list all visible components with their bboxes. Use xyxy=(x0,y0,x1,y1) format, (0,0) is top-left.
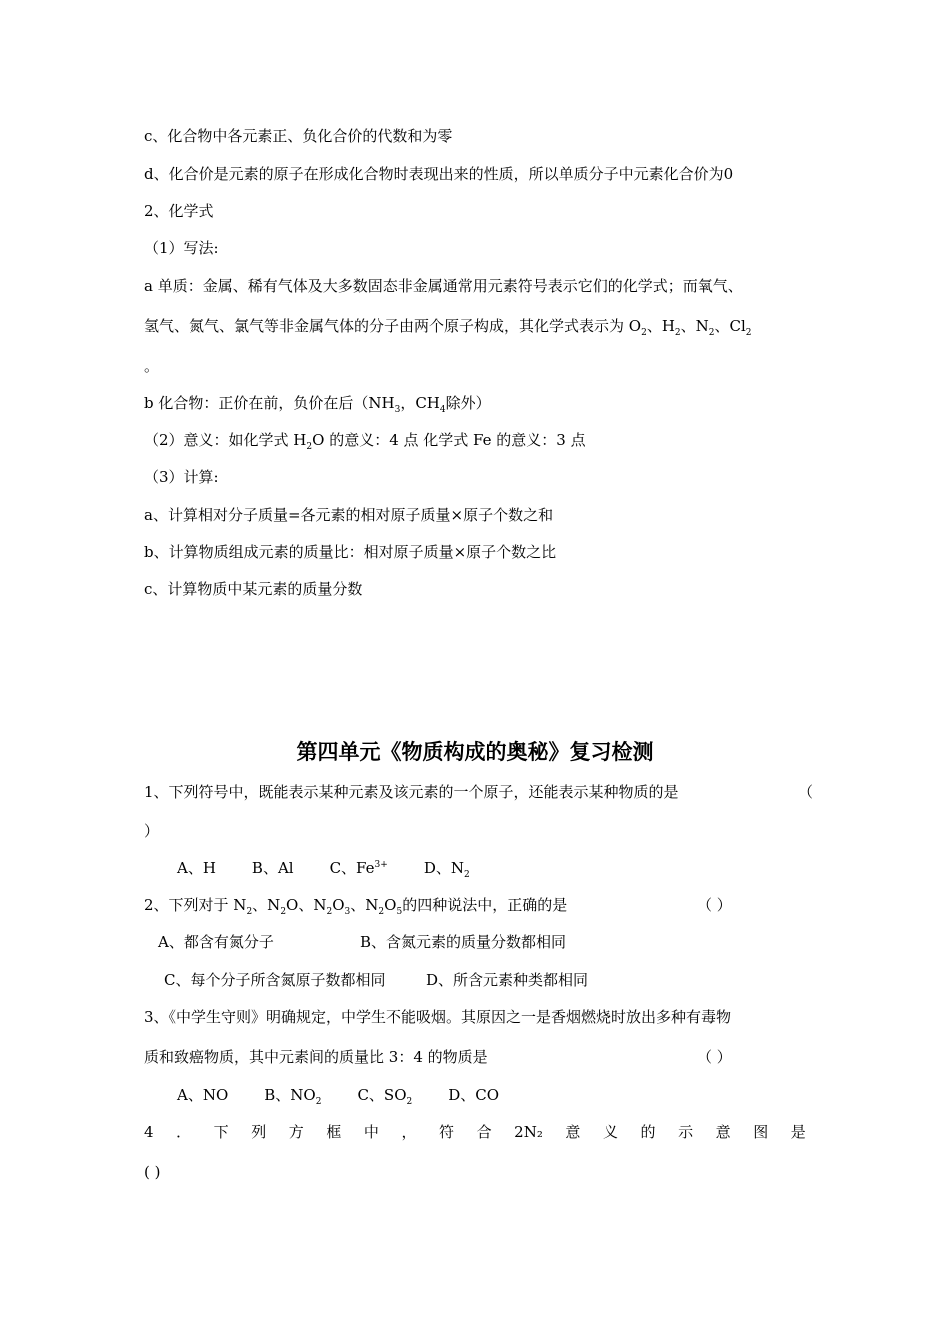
text-span: O 的意义：4 点 化学式 Fe 的意义：3 点 xyxy=(312,431,586,449)
stem-char: 符 xyxy=(439,1123,455,1141)
text-line: 。 xyxy=(144,357,160,375)
text-span: 、N xyxy=(252,896,281,914)
option-b: B、含氮元素的质量分数都相同 xyxy=(360,933,567,951)
question-2-stem xyxy=(144,895,567,915)
stem-char: 4 xyxy=(144,1123,154,1141)
subscript: 2 xyxy=(641,328,647,338)
option-d: D、CO xyxy=(448,1086,500,1104)
option-c: C、每个分子所含氮原子数都相同 xyxy=(164,971,386,989)
subscript: 2 xyxy=(708,328,715,338)
subscript: 2 xyxy=(280,907,287,917)
option-a: A、H xyxy=(177,859,216,877)
answer-paren: （ ） xyxy=(697,1048,732,1066)
stem-char: 合 xyxy=(476,1123,492,1141)
text-line: a 单质：金属、稀有气体及大多数固态非金属通常用元素符号表示它们的化学式；而氧气、 xyxy=(144,277,743,295)
text-line: b、计算物质组成元素的质量比：相对原子质量×原子个数之比 xyxy=(144,543,557,561)
option-b xyxy=(264,1085,321,1105)
question-4-stem xyxy=(144,1122,806,1142)
subscript: 2 xyxy=(315,1097,322,1107)
option-d xyxy=(424,858,470,878)
text-span: 2、下列对于 N xyxy=(144,896,247,914)
text-span: O、N xyxy=(286,896,327,914)
subscript: 2 xyxy=(246,907,253,917)
option-b-text: B、NO xyxy=(264,1086,316,1104)
subscript: 2 xyxy=(306,442,313,452)
option-c-text: C、SO xyxy=(357,1086,407,1104)
stem-char: 2N₂ xyxy=(514,1123,543,1141)
answer-paren-open: （ xyxy=(798,783,814,801)
stem-char: ． xyxy=(176,1123,192,1141)
text-span: 、Cl xyxy=(714,317,746,335)
stem-char: 示 xyxy=(678,1123,694,1141)
text-line: c、计算物质中某元素的质量分数 xyxy=(144,580,363,598)
subscript: 2 xyxy=(463,870,470,880)
stem-char: 中 xyxy=(363,1123,379,1141)
text-span: 、N xyxy=(680,317,709,335)
subscript: 2 xyxy=(406,1097,413,1107)
text-span: ，CH xyxy=(400,394,440,412)
text-span: b 化合物：正价在前，负价在后（NH xyxy=(144,394,395,412)
answer-paren: （ ） xyxy=(697,896,732,914)
text-line: （3）计算: xyxy=(144,468,219,486)
text-line: c、化合物中各元素正、负化合价的代数和为零 xyxy=(144,127,453,145)
subscript: 3 xyxy=(394,405,401,415)
option-c-text: C、Fe xyxy=(329,859,375,877)
stem-char: 意 xyxy=(565,1123,581,1141)
section-title: 第四单元《物质构成的奥秘》复习检测 xyxy=(296,740,654,764)
text-span: O xyxy=(384,896,397,914)
stem-char: 是 xyxy=(790,1123,806,1141)
question-3-stem-cont: 质和致癌物质，其中元素间的质量比 3：4 的物质是 xyxy=(144,1048,488,1066)
subscript: 5 xyxy=(396,907,403,917)
answer-paren: ( ) xyxy=(144,1163,161,1181)
text-line xyxy=(144,430,586,450)
question-1-stem: 1、下列符号中，既能表示某种元素及该元素的一个原子，还能表示某种物质的是 xyxy=(144,783,679,801)
text-line: （1）写法: xyxy=(144,239,219,257)
text-line: d、化合价是元素的原子在形成化合物时表现出来的性质，所以单质分子中元素化合价为0 xyxy=(144,165,734,183)
option-a: A、NO xyxy=(177,1086,229,1104)
subscript: 2 xyxy=(378,907,385,917)
stem-char: 下 xyxy=(213,1123,229,1141)
subscript: 4 xyxy=(439,405,446,415)
text-span: 、N xyxy=(350,896,379,914)
question-1-options xyxy=(177,858,506,878)
stem-char: 意 xyxy=(715,1123,731,1141)
text-line xyxy=(144,316,752,336)
option-c xyxy=(357,1085,412,1105)
subscript: 2 xyxy=(745,328,752,338)
stem-char: ， xyxy=(401,1123,417,1141)
stem-char: 图 xyxy=(753,1123,769,1141)
option-d: D、所含元素种类都相同 xyxy=(426,971,589,989)
option-d-text: D、N xyxy=(423,859,464,877)
text-span: 除外） xyxy=(445,394,491,412)
answer-paren-close: ） xyxy=(144,822,160,840)
question-3-stem: 3、《中学生守则》明确规定，中学生不能吸烟。其原因之一是香烟燃烧时放出多种有毒物 xyxy=(144,1008,732,1026)
stem-char: 方 xyxy=(288,1123,304,1141)
text-span: 、H xyxy=(646,317,675,335)
text-line: 2、化学式 xyxy=(144,202,214,220)
option-b: B、Al xyxy=(251,859,294,877)
stem-char: 列 xyxy=(251,1123,267,1141)
option-c xyxy=(330,858,388,878)
text-span: 氢气、氮气、氯气等非金属气体的分子由两个原子构成，其化学式表示为 O xyxy=(144,317,642,335)
stem-char: 框 xyxy=(326,1123,342,1141)
question-3-options xyxy=(177,1085,535,1105)
text-span: O xyxy=(332,896,345,914)
stem-char: 义 xyxy=(602,1123,618,1141)
subscript: 2 xyxy=(326,907,333,917)
subscript: 2 xyxy=(674,328,681,338)
text-line xyxy=(144,393,491,413)
text-span: 的四种说法中，正确的是 xyxy=(402,896,568,914)
subscript: 3 xyxy=(344,907,351,917)
stem-char: 的 xyxy=(640,1123,656,1141)
superscript: 3+ xyxy=(374,860,388,870)
option-a: A、都含有氮分子 xyxy=(158,933,274,951)
text-line: a、计算相对分子质量=各元素的相对原子质量×原子个数之和 xyxy=(144,506,554,524)
text-span: （2）意义：如化学式 H xyxy=(144,431,307,449)
